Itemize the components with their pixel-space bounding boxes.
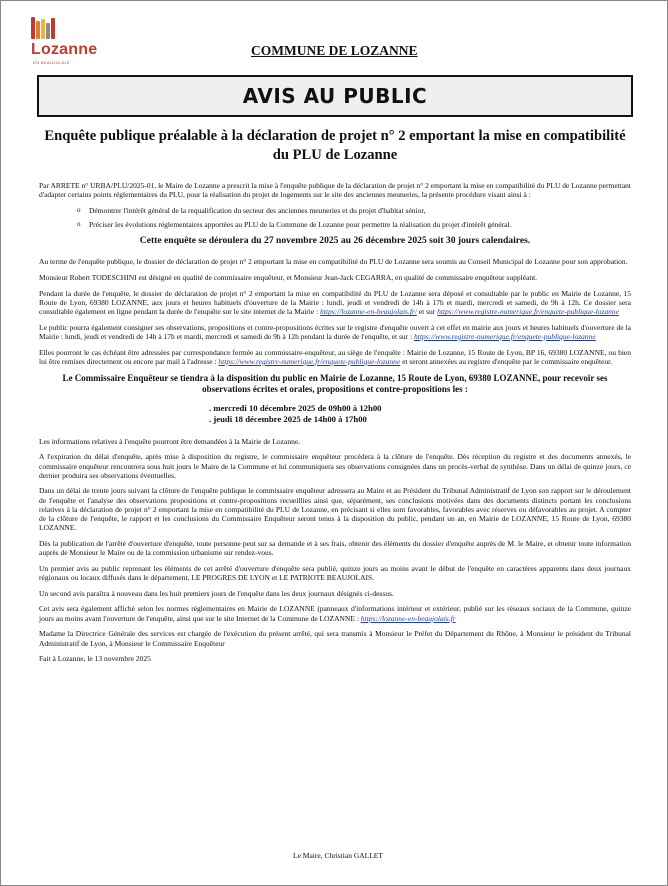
banner-title: AVIS AU PUBLIC: [242, 84, 428, 108]
link-separator: et sur: [416, 307, 438, 317]
registre-link[interactable]: https://www.registre-numerique.fr/enquete-publique-lozanne: [437, 307, 619, 317]
inquiry-period: Cette enquête se déroulera du 27 novembre 2025 au 26 décembre 2025 soit 30 jours calendaires.: [139, 235, 531, 247]
paragraph-access: Dès la publication de l'arrêté d'ouverture d'enquête, toute personne peut sur sa demande et à ses frais, obtenir des éléments du dossier d'enquête auprès de M. le Maire, et obtenir toute information auprès de Monsieur le Maire ou de la commission urbanisme sur rendez-vous.: [39, 538, 631, 558]
paragraph-first-notice: Un premier avis au public reprenant les éléments de cet arrêté d'ouverture d'enquête sera publié, quinze jours au moins avant le début de l'enquête en caractères apparents dans deux journaux régionaux ou locaux diffusés dans le département, LE PROGRES DE LYON et LE PATRIOTE BEAUJOLAIS.: [39, 563, 631, 583]
paragraph-closure: A l'expiration du délai d'enquête, après mise à disposition du registre, le commissaire enquêteur procédera à la clôture de l'enquête. Dès réception du registre et des documents annexés, le commissaire enquêteur rencontrera sous huit jours le Maire de la Commune et lui communiquera ses observations consignées dans un procès-verbal de synthèse. Dans un délai de quinze jours, ce dernier produira ses observations éventuelles.: [39, 452, 631, 480]
paragraph-approval: Au terme de l'enquête publique, le dossier de déclaration de projet n° 2 emportant la mise en compatibilité du PLU de Lozanne sera soumis au Conseil Municipal de Lozanne pour son approbation.: [39, 257, 628, 267]
paragraph-info: Les informations relatives à l'enquête pourront être demandées à la Mairie de Lozanne.: [39, 436, 301, 446]
paragraph-arrete: Par ARRETE n° URBA/PLU/2025-01, le Maire de Lozanne a prescrit la mise à l'enquête publique de la déclaration de projet n° 2 emportant la mise en compatibilité du PLU de Lozanne permettant d'adapter certains points réglementaires du PLU, pour la réalisation du projet de logements sur le site des anciennes meuneries, la présente procédure visant ainsi à :: [39, 181, 631, 200]
permanence-dates: [209, 403, 631, 425]
paragraph-observations: [39, 323, 631, 341]
signature: Le Maire, Christian GALLET: [293, 851, 383, 860]
paragraph-second-notice: Un second avis paraîtra à nouveau dans les huit premiers jours de l'enquête dans les deux journaux désignés ci-dessus.: [39, 588, 394, 598]
objectives-list: [39, 206, 631, 229]
notice-banner: [37, 75, 633, 117]
paragraph-display: [39, 604, 631, 622]
registre-email-link[interactable]: https://www.registre-numerique.fr/enquete-publique-lozanne: [218, 356, 401, 366]
observations-text: Le public pourra également consigner ses observations, propositions et contre-propositions écrites sur le registre d'enquête ouvert à cet effet en mairie aux jours et heures habituels d'ouverture de la Mairie : lundi, jeudi et vendredi de 14h à 17h et mardi, mercredi et samedi de 9h à 12h pendant la durée de l'enquête, et sur :: [39, 322, 631, 342]
correspondence-text: Elles pourront le cas échéant être adressées par correspondance fermée au commissaire-enquêteur, au siège de l'enquête : Mairie de Lozanne, 15 Route de Lyon, BP 16, 69380 LOZANNE, ou bien lui être remises directement ou encore par mail à l'adresse :: [39, 347, 631, 366]
consultation-text: Pendant la durée de l'enquête, le dossier de déclaration de projet n° 2 emportant la mise en compatibilité du PLU de Lozanne sera déposé et consultable par le public en Mairie de Lozanne, 15 Route de Lyon, 69380 LOZANNE, aux jours et heures habituels d'ouverture de la Mairie : lundi, jeudi et vendredi de 14h à 17h et mardi, mercredi et samedi, de 9h à 12h. Ce dossier sera consultable également en ligne pendant la durée de l'enquête sur le site internet de la Mairie :: [39, 288, 631, 317]
date-2: . jeudi 18 décembre 2025 de 14h00 à 17h00: [209, 413, 367, 424]
commune-title: COMMUNE DE LOZANNE: [251, 43, 418, 58]
paragraph-correspondence: [39, 348, 631, 366]
commune-website-link[interactable]: https://lozanne-en-beaujolais.fr: [360, 613, 456, 623]
done-date: Fait à Lozanne, le 13 novembre 2025: [39, 654, 151, 664]
lozanne-logo: [31, 17, 99, 67]
paragraph-commissaire: Monsieur Robert TODESCHINI est désigné en qualité de commissaire enquêteur, et Monsieur Jean-Jack CEGARRA, en qualité de commissaire enquêteur suppléant.: [39, 273, 538, 283]
logo-bars-icon: [31, 17, 59, 39]
list-item: o Préciser les évolutions réglementaires apportées au PLU de la Commune de Lozanne pour permettre la réalisation du projet d'intérêt général.: [77, 220, 631, 229]
registre-link[interactable]: https://www.registre-numerique.fr/enquete-publique-lozanne: [413, 332, 596, 342]
list-item: o Démontrer l'intérêt général de la requalification du secteur des anciennes meuneries et du projet d'habitat sénior,: [77, 206, 631, 215]
date-1: . mercredi 10 décembre 2025 de 09h00 à 12h00: [209, 402, 382, 413]
paragraph-consultation: [39, 289, 631, 317]
mairie-website-link[interactable]: https://lozanne-en-beaujolais.fr/: [320, 307, 417, 317]
paragraph-report: Dans un délai de trente jours suivant la clôture de l'enquête publique le commissaire enquêteur adressera au Maire et au Président du Tribunal Administratif de Lyon son rapport sur le déroulement de l'enquête et l'analyse des observations propositions et contre-propositions recueillies ainsi que, séparément, ses conclusions motivées dans des documents distincts portant les conclusions relatives à la déclaration de projet n° 2 emportant la mise en compatibilité du PLU de Lozanne, en précisant si elles sont favorables, favorables avec réserves ou défavorables au projet. A compter de la clôture de l'enquête, le rapport et les conclusions du Commissaire Enquêteur seront tenus à la disposition du public, pendant un an, en Mairie de LOZANNE, 15 Route de Lyon, 69380 LOZANNE.: [39, 486, 631, 533]
logo-text: Lozanne: [31, 41, 98, 58]
commissaire-availability: Le Commissaire Enquêteur se tiendra à la disposition du public en Mairie de Lozanne, 15 Route de Lyon, 69380 LOZANNE, pour recevoir ses observations écrites et orales, propositions et contre-propositions les :: [62, 372, 608, 394]
logo-subtext: EN BEAUJOLAIS: [33, 60, 70, 65]
paragraph-execution: Madame la Directrice Générale des services est chargée de l'exécution du présent arrêté, qui sera transmis à Monsieur le Préfet du Département du Rhône, à Monsieur le président du Tribunal Administratif de Lyon, à Monsieur le Commissaire Enquêteur: [39, 629, 631, 648]
correspondence-end: et seront annexées au registre d'enquête par le commissaire enquêteur.: [400, 356, 613, 366]
notice-headline: Enquête publique préalable à la déclaration de projet n° 2 emportant la mise en compatibilité du PLU de Lozanne: [44, 128, 626, 163]
notice-body: [39, 181, 631, 670]
display-text: Cet avis sera également affiché selon les normes réglementaires en Mairie de LOZANNE (panneaux d'informations intérieur et extérieur, publié sur les réseaux sociaux de la Commune, quinze jours au moins avant l'ouverture de l'enquête, ainsi que sur le site Internet de la Commune de LOZANNE :: [39, 604, 631, 623]
